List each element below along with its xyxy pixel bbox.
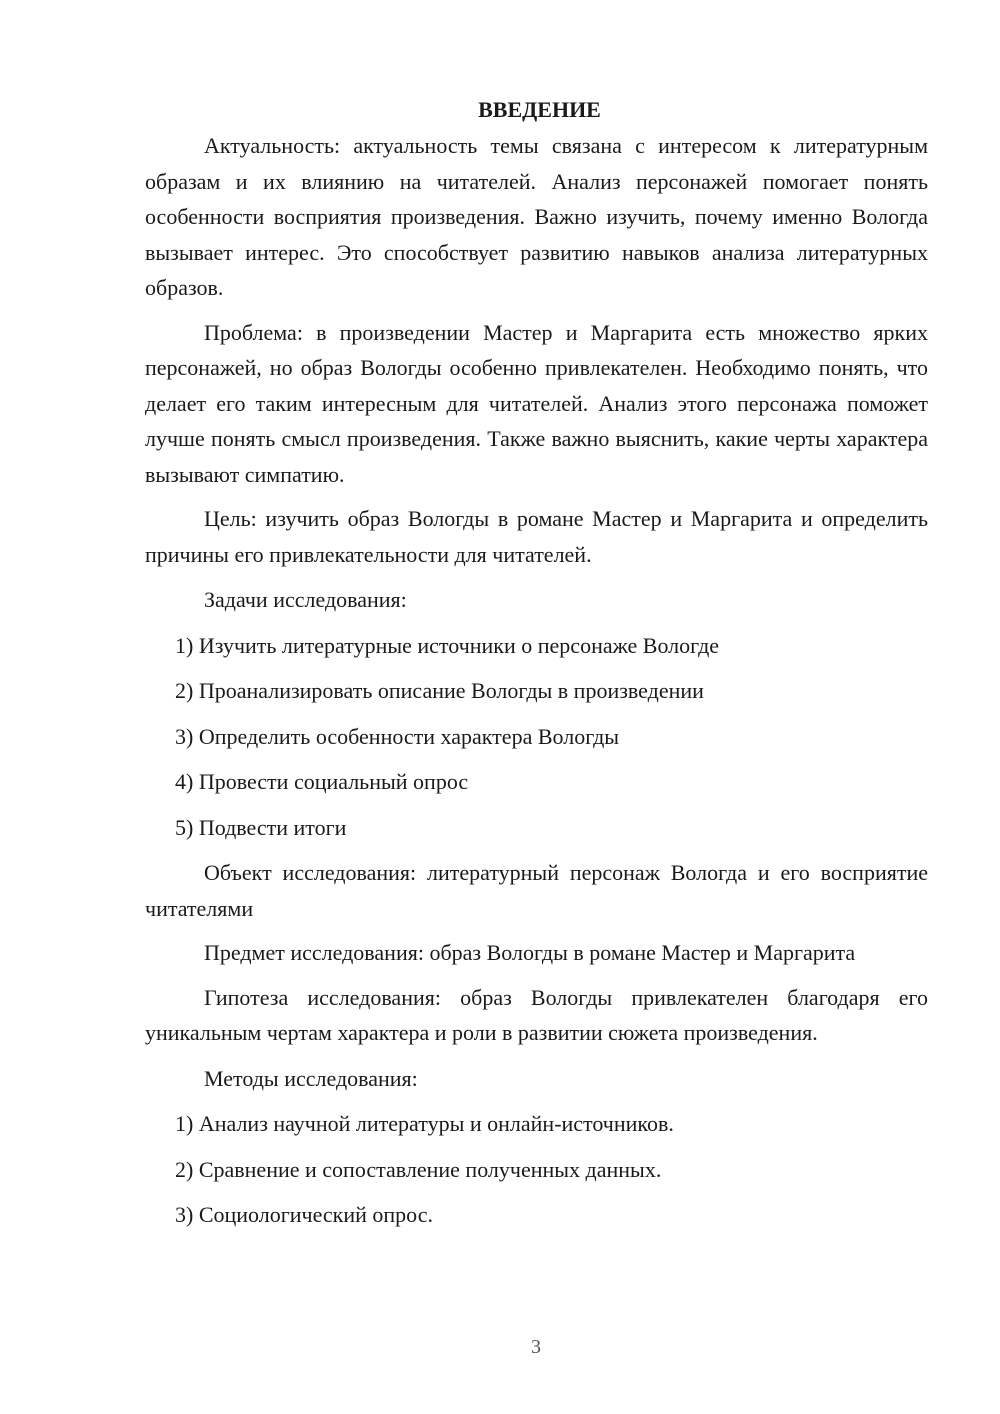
- methods-list: [145, 1106, 928, 1233]
- task-item: 3) Определить особенности характера Вологды: [175, 723, 620, 749]
- method-item: 3) Социологический опрос.: [175, 1202, 433, 1227]
- tasks-list: [145, 628, 928, 846]
- page-content: [145, 92, 928, 1233]
- relevance-paragraph: Актуальность: актуальность темы связана с интересом к литературным образам и их влиянию на читателей. Анализ персонажей помогает понять особенности восприятия произведения. Важно изучить, почему именно Вологда вызывает интерес. Это способствует развитию навыков анализа литературных образов.: [145, 133, 928, 300]
- subject-paragraph: Предмет исследования: образ Вологды в романе Мастер и Маргарита: [204, 940, 856, 965]
- methods-label: Методы исследования:: [204, 1065, 418, 1091]
- hypothesis-paragraph: Гипотеза исследования: образ Вологды привлекателен благодаря его уникальным чертам характера и роли в развитии сюжета произведения.: [145, 984, 928, 1045]
- goal-paragraph: Цель: изучить образ Вологды в романе Мастер и Маргарита и определить причины его привлекательности для читателей.: [145, 506, 928, 567]
- page-title: ВВЕДЕНИЕ: [478, 97, 601, 122]
- task-item: 2) Проанализировать описание Вологды в произведении: [175, 678, 704, 703]
- problem-paragraph: Проблема: в произведении Мастер и Маргарита есть множество ярких персонажей, но образ Вологды особенно привлекателен. Необходимо понять, что делает его таким интересным для читателей. Анализ этого персонажа поможет лучше понять смысл произведения. Также важно выяснить, какие черты характера вызывают симпатию.: [145, 319, 928, 487]
- object-paragraph: Объект исследования: литературный персонаж Вологда и его восприятие читателями: [145, 860, 928, 921]
- method-item: 2) Сравнение и сопоставление полученных данных.: [175, 1156, 662, 1182]
- task-item: 5) Подвести итоги: [175, 814, 347, 840]
- method-item: 1) Анализ научной литературы и онлайн-источников.: [175, 1111, 674, 1136]
- task-item: 1) Изучить литературные источники о персонаже Вологде: [175, 632, 720, 658]
- task-item: 4) Провести социальный опрос: [175, 769, 469, 794]
- tasks-label: Задачи исследования:: [204, 587, 407, 612]
- page-number: 3: [531, 1336, 541, 1358]
